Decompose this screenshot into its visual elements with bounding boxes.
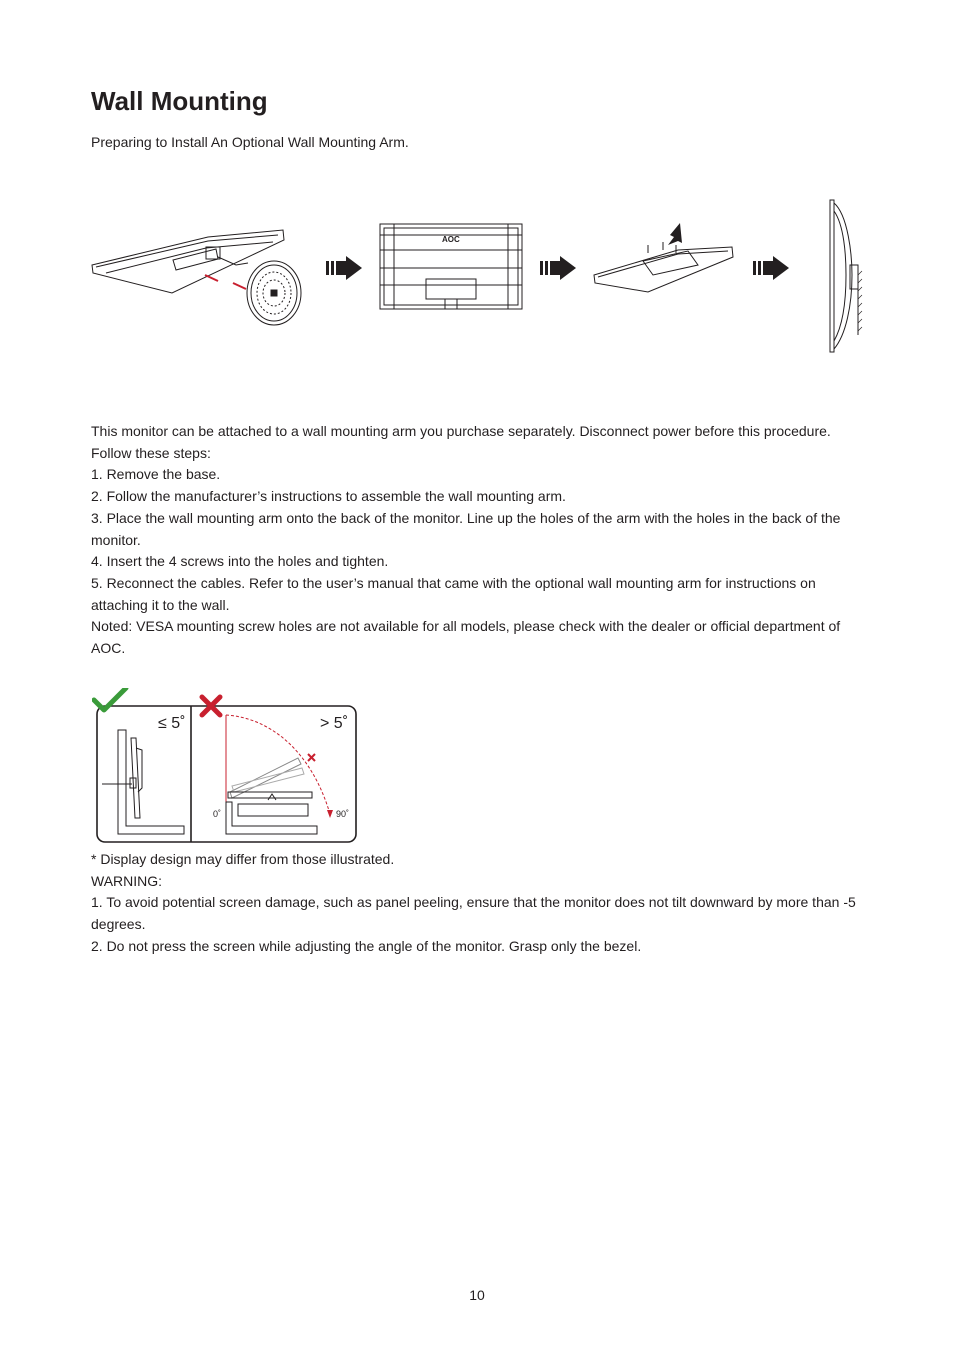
instruction-step-1: 1. Remove the base. <box>91 466 221 483</box>
monitor-rear-view-illustration <box>380 224 522 309</box>
step-arrow-1-icon <box>326 256 362 280</box>
page-subtitle: Preparing to Install An Optional Wall Mounting Arm. <box>91 134 409 150</box>
wall-mount-steps-illustration <box>88 195 878 357</box>
instruction-step-5: 5. Reconnect the cables. Refer to the user’s manual that came with the optional wall mounting arm for instructions on attaching it to the wall. <box>91 574 816 613</box>
warning-text <box>91 849 871 958</box>
small-cross-icon <box>308 754 315 761</box>
warning-heading: WARNING: <box>91 872 163 889</box>
warning-item-2: 2. Do not press the screen while adjusting the angle of the monitor. Grasp only the bezel. <box>91 937 642 954</box>
wall-mounted-side-view-illustration <box>830 200 862 352</box>
remove-base-illustration <box>92 230 301 325</box>
instruction-step-3: 3. Place the wall mounting arm onto the back of the monitor. Line up the holes of the arm with the holes in the back of the monitor. <box>91 509 841 548</box>
page-title: Wall Mounting <box>91 86 268 116</box>
step-arrow-2-icon <box>540 256 576 280</box>
page-number: 10 <box>469 1287 485 1303</box>
bad-angle-label: > 5˚ <box>320 715 349 732</box>
instruction-noted: Noted: VESA mounting screw holes are not available for all models, please check with the dealer or official department of AOC. <box>91 618 841 657</box>
angle-start-label: 0˚ <box>213 809 222 819</box>
design-note: * Display design may differ from those illustrated. <box>91 851 395 867</box>
instruction-step-2: 2. Follow the manufacturer’s instructions to assemble the wall mounting arm. <box>91 488 566 505</box>
attach-arm-illustration <box>594 223 733 292</box>
ok-angle-label: ≤ 5˚ <box>158 715 186 732</box>
step-arrow-3-icon <box>753 256 789 280</box>
brand-logo-text: AOC <box>442 235 460 244</box>
instruction-step-4: 4. Insert the 4 screws into the holes and tighten. <box>91 553 389 570</box>
warning-item-1: 1. To avoid potential screen damage, such as panel peeling, ensure that the monitor does not tilt downward by more than -5 degrees. <box>91 894 856 933</box>
tilt-angle-illustration <box>92 688 360 846</box>
instructions-text <box>91 421 871 660</box>
instruction-intro: This monitor can be attached to a wall mounting arm you purchase separately. Disconnect power before this procedure. <box>91 423 831 439</box>
angle-end-label: 90˚ <box>336 809 350 819</box>
instruction-follow: Follow these steps: <box>91 444 211 461</box>
